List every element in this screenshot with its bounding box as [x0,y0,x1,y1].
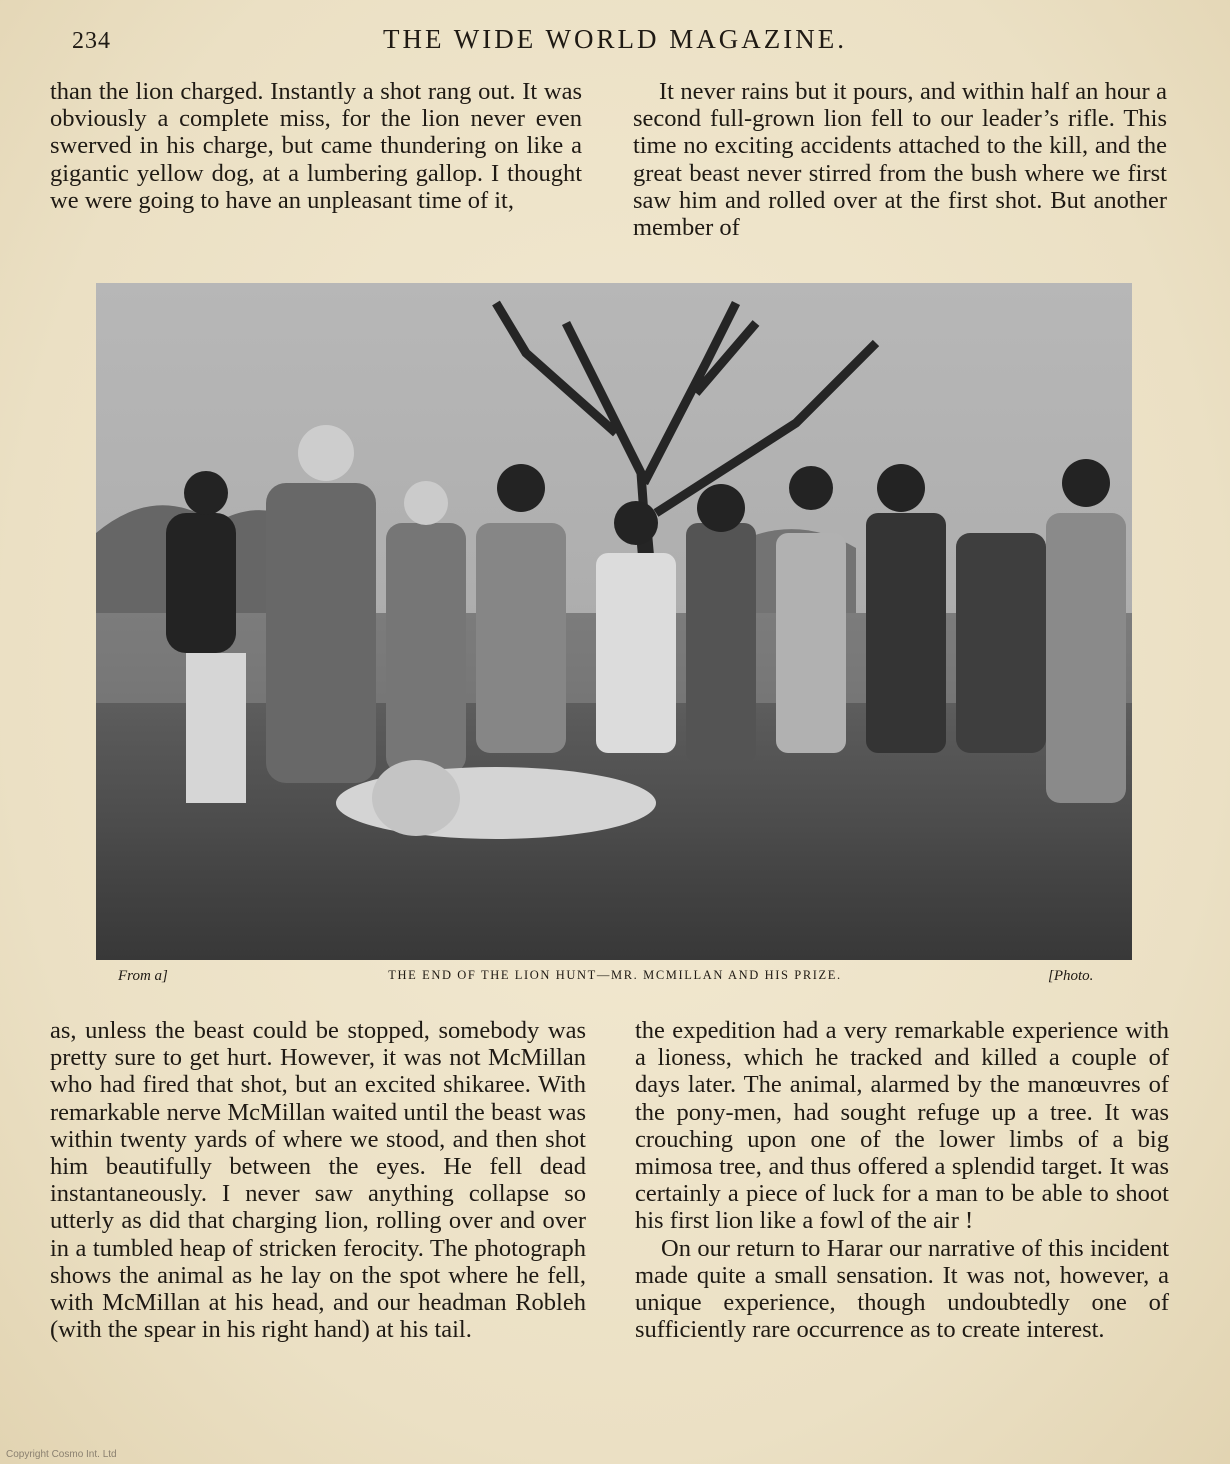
copyright-notice: Copyright Cosmo Int. Ltd [6,1449,117,1460]
paragraph: On our return to Harar our narrative of this incident made quite a small sensation. It was not, however, a unique experience, though undoubtedly one of sufficiently rare occurrence as to create interest. [635,1234,1169,1344]
column-bottom-left [50,1017,586,1343]
paragraph: than the lion charged. Instantly a shot rang out. It was obviously a complete miss, for the lion never even swerved in his charge, but came thundering on like a gigantic yellow dog, at a lumbering gallop. I thought we were going to have an unpleasant time of it, [50,78,582,214]
column-top-left [50,78,582,214]
column-bottom-right [635,1017,1169,1343]
paragraph: the expedition had a very remarkable experience with a lioness, which he tracked and killed a couple of days later. The animal, alarmed by the manœuvres of the pony-men, had sought refuge up a tree. It was crouching upon one of the lower limbs of a big mimosa tree, and thus offered a splendid target. It was certainly a piece of luck for a man to be able to shoot his first lion like a fowl of the air ! [635,1017,1169,1235]
photo-credit-left: From a] [118,968,168,984]
photo-credit-right: [Photo. [1048,968,1094,984]
column-top-right [633,78,1167,241]
photo-caption: THE END OF THE LION HUNT—MR. MCMILLAN AND HIS PRIZE. [388,968,842,982]
lion-hunt-photograph [96,283,1132,960]
paragraph: as, unless the beast could be stopped, somebody was pretty sure to get hurt. However, it was not McMillan who had fired that shot, but an excited shikaree. With remarkable nerve McMillan waited until the beast was within twenty yards of where we stood, and then shot him beautifully between the eyes. He fell dead instantaneously. I never saw anything collapse so utterly as did that charging lion, rolling over and over in a tumbled heap of stricken ferocity. The photograph shows the animal as he lay on the spot where he fell, with McMillan at his head, and our headman Robleh (with the spear in his right hand) at his tail. [50,1017,586,1344]
page-number: 234 [72,28,111,54]
running-title: THE WIDE WORLD MAGAZINE. [383,24,847,54]
paragraph: It never rains but it pours, and within half an hour a second full-grown lion fell to our leader’s rifle. This time no exciting accidents attached to the kill, and the great beast never stirred from the bush where we first saw him and rolled over at the first shot. But another member of [633,78,1167,242]
